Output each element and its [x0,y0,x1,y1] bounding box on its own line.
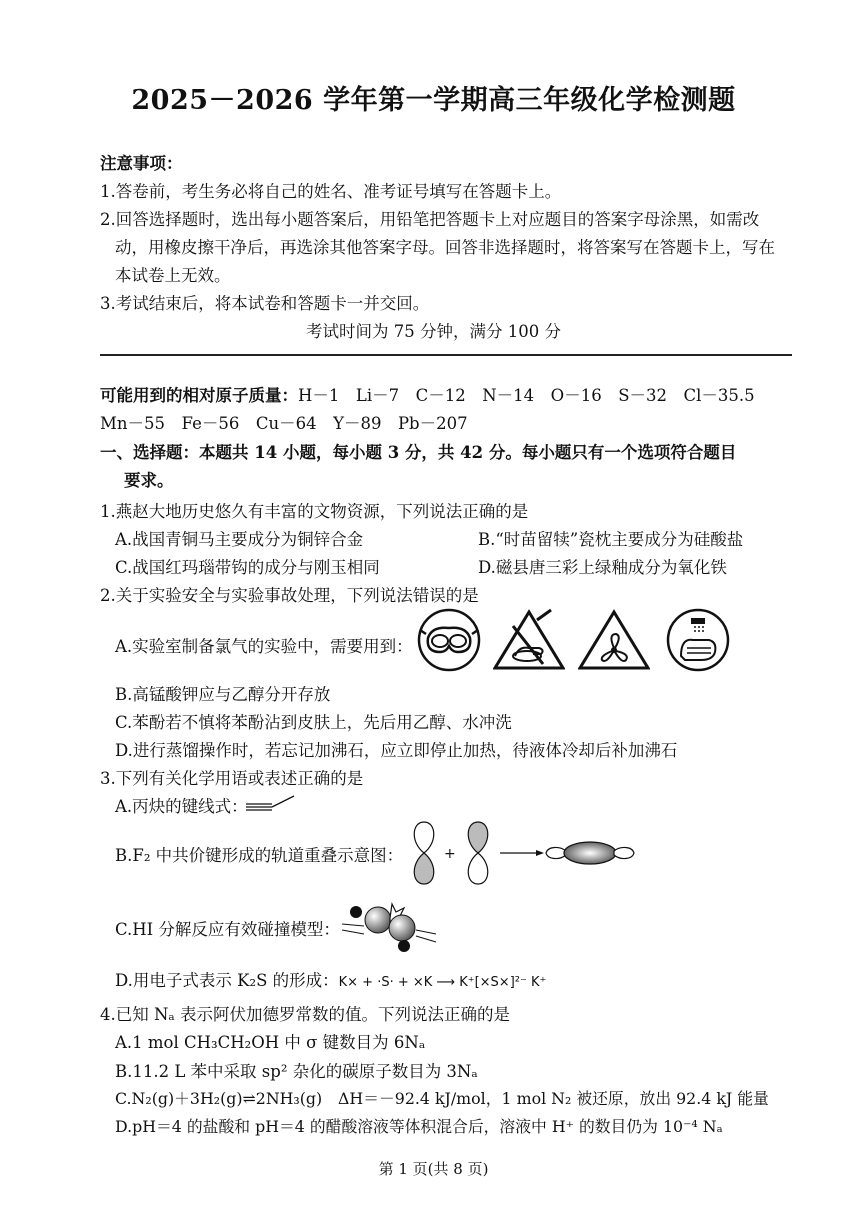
q3-option-a: A.丙炔的键线式： [115,797,248,816]
q3-option-d-text: D.用电子式表示 K₂S 的形成： [115,971,339,990]
q4-stem: 4.已知 Nₐ 表示阿伏加德罗常数的值。下列说法正确的是 [100,1005,511,1024]
q2-option-a: A.实验室制备氯气的实验中，需要用到： [115,637,413,656]
page-title: 2025－2026 学年第一学期高三年级化学检测题 [131,85,736,116]
q3-option-b: B.F₂ 中共价键形成的轨道重叠示意图： [115,846,404,865]
q1-option-b: B.“时苗留犊”瓷枕主要成分为硅酸盐 [478,530,744,549]
goggles-icon [416,608,482,672]
notice-item-1: 1.答卷前，考生务必将自己的姓名、准考证号填写在答题卡上。 [100,182,562,201]
p-orbital-overlap-diagram [408,820,643,886]
k2s-electron-formula: K× + ·S· + ×K ⟶ K⁺[×S×]²⁻ K⁺ [338,975,547,990]
q1-option-c: C.战国红玛瑙带钩的成分与刚玉相同 [115,558,380,577]
section-1-heading: 一、选择题：本题共 14 小题，每小题 3 分，共 42 分。每小题只有一个选项符合题目 [100,443,737,462]
propyne-skeletal-formula [244,794,296,814]
atomic-mass-line-1 [100,382,755,406]
notice-item-2-line-2: 动，用橡皮擦干净后，再选涂其他答案字母。回答非选择题时，将答案写在答题卡上，写在 [115,238,775,257]
q2-stem: 2.关于实验安全与实验事故处理，下列说法错误的是 [100,586,479,605]
q3-stem: 3.下列有关化学用语或表述正确的是 [100,769,364,788]
section-1-heading-cont: 要求。 [124,471,174,490]
hi-collision-model [340,894,440,958]
notice-item-2-line-3: 本试卷上无效。 [115,266,231,285]
page-footer: 第 1 页(共 8 页) [378,1160,489,1178]
q4-option-b: B.11.2 L 苯中采取 sp² 杂化的碳原子数目为 3Nₐ [115,1062,478,1081]
q2-option-c: C.苯酚若不慎将苯酚沾到皮肤上，先后用乙醇、水冲洗 [115,713,512,732]
fan-warning-icon [578,608,650,672]
no-touch-hot-icon [493,608,565,672]
q1-option-d: D.磁县唐三彩上绿釉成分为氧化铁 [478,558,727,577]
wash-hands-icon [665,608,731,672]
q2-option-d: D.进行蒸馏操作时，若忘记加沸石，应立即停止加热，待液体冷却后补加沸石 [115,741,678,760]
q4-option-a: A.1 mol CH₃CH₂OH 中 σ 键数目为 6Nₐ [115,1033,426,1052]
notice-heading: 注意事项： [100,154,183,173]
orbital-plus-sign: + [444,846,456,862]
q1-stem: 1.燕赵大地历史悠久有丰富的文物资源，下列说法正确的是 [100,502,529,521]
q3-option-c: C.HI 分解反应有效碰撞模型： [115,920,340,939]
q3-option-d [115,967,546,991]
notice-item-2-line-1: 2.回答选择题时，选出每小题答案后，用铅笔把答题卡上对应题目的答案字母涂黑，如需改 [100,210,760,229]
q1-option-a: A.战国青铜马主要成分为铜锌合金 [115,530,364,549]
atomic-mass-label: 可能用到的相对原子质量： [100,386,298,405]
q2-safety-icons [416,608,731,676]
divider [100,354,792,356]
q2-option-b: B.高锰酸钾应与乙醇分开存放 [115,685,331,704]
q4-option-c: C.N₂(g)＋3H₂(g)⇌2NH₃(g) ΔH＝－92.4 kJ/mol，1 mol N₂ 被还原，放出 92.4 kJ 能量 [115,1089,769,1108]
atomic-mass-values-1: H－1 Li－7 C－12 N－14 O－16 S－32 Cl－35.5 [298,386,755,405]
atomic-mass-line-2: Mn－55 Fe－56 Cu－64 Y－89 Pb－207 [100,414,468,433]
q4-option-d: D.pH＝4 的盐酸和 pH＝4 的醋酸溶液等体积混合后，溶液中 H⁺ 的数目仍为 10⁻⁴ Nₐ [115,1117,723,1136]
notice-item-3: 3.考试结束后，将本试卷和答题卡一并交回。 [100,294,430,313]
exam-time-score: 考试时间为 75 分钟，满分 100 分 [306,322,561,341]
